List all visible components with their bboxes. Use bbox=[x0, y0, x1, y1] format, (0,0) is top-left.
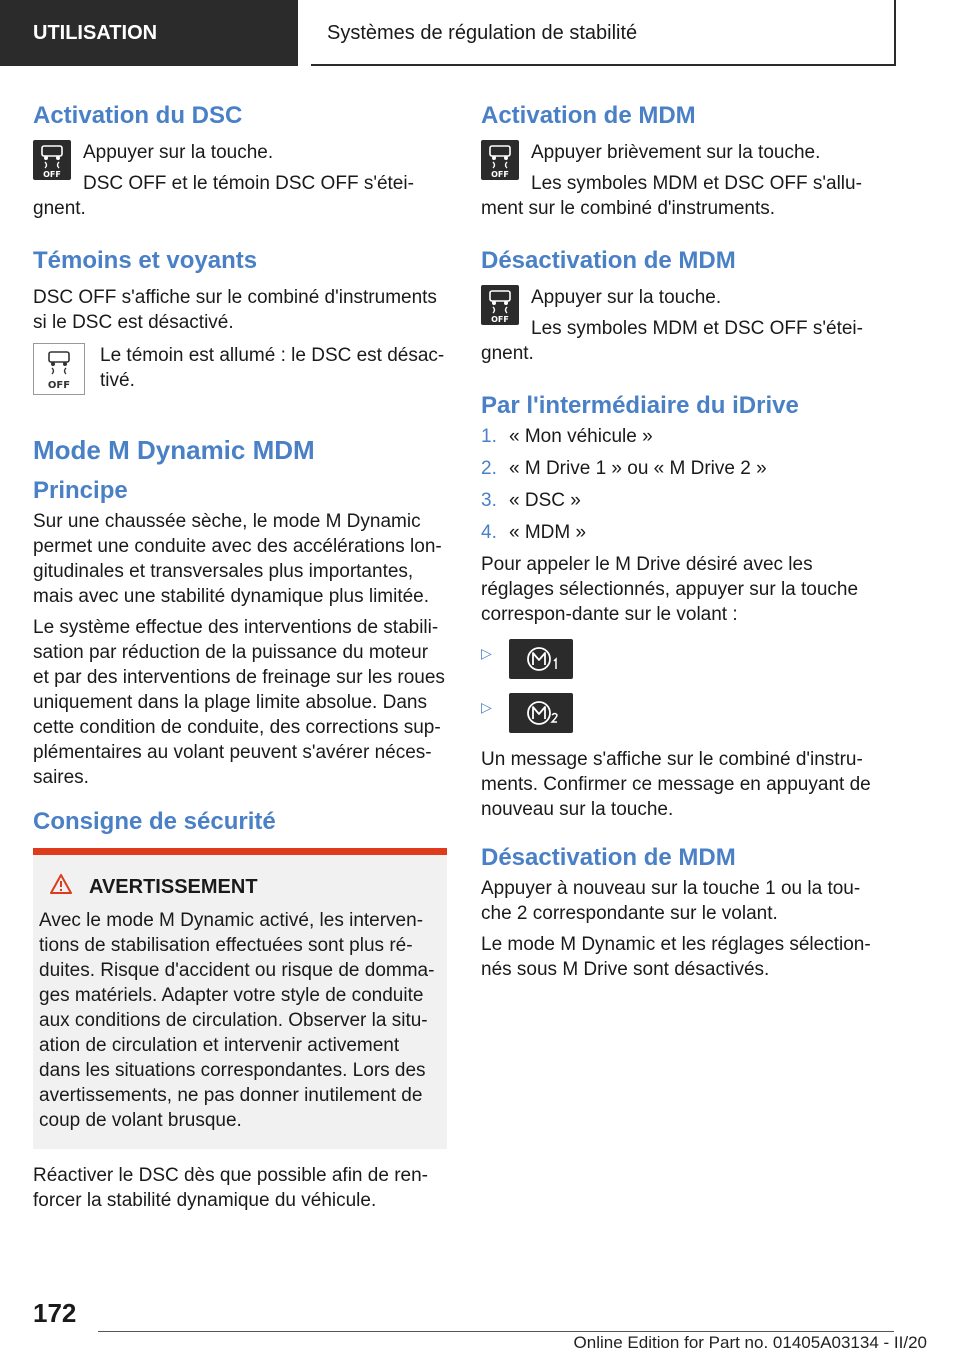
idrive-text: Pour appeler le M Drive désiré avec les réglages sélectionnés, appuyer sur la touche correspon-dante sur le volant : bbox=[481, 554, 859, 625]
step-number: 4. bbox=[481, 522, 497, 543]
left-column bbox=[33, 100, 447, 1219]
principe-paragraph-2: Le système effectue des interventions de stabili-sation par réduction de la puissance du moteur et par des interventions de freinage sur les roues uniquement dans la plage limite absolue. Dans cette condition de conduite, des corrections sup-plémentaires au volant peuvent s'avérer néces-saires. bbox=[33, 617, 445, 788]
idrive-title: Par l'intermédiaire du iDrive bbox=[481, 392, 799, 419]
temoin-block bbox=[33, 343, 447, 393]
right-column bbox=[481, 100, 887, 988]
activation-dsc-title: Activation du DSC bbox=[33, 102, 243, 129]
deactivation-mdm-title: Désactivation de MDM bbox=[481, 247, 736, 274]
activation-mdm-line2: Les symboles MDM et DSC OFF s'allu- bbox=[531, 173, 862, 194]
activation-mdm-block bbox=[481, 140, 887, 221]
m1-button-row bbox=[481, 639, 887, 679]
list-item bbox=[481, 488, 887, 513]
message-text: Un message s'affiche sur le combiné d'instru-ments. Confirmer ce message en appuyant de nouveau sur la touche. bbox=[481, 749, 871, 820]
page-header bbox=[0, 0, 960, 68]
step-number: 3. bbox=[481, 490, 497, 511]
footer-divider bbox=[98, 1331, 894, 1332]
step-number: 2. bbox=[481, 458, 497, 479]
temoin-line2: tivé. bbox=[100, 370, 135, 391]
consigne-title: Consigne de sécurité bbox=[33, 808, 276, 835]
activation-mdm-line3: ment sur le combiné d'instruments. bbox=[481, 198, 776, 219]
mode-mdm-title: Mode M Dynamic MDM bbox=[33, 435, 315, 465]
step-text: « MDM » bbox=[509, 522, 587, 543]
mdm-off-button-icon bbox=[481, 285, 519, 325]
mdm-button-icon bbox=[481, 140, 519, 180]
dsc-off-indicator-icon bbox=[33, 343, 85, 395]
temoin-line1: Le témoin est allumé : le DSC est désac- bbox=[100, 345, 445, 366]
svg-text:OFF: OFF bbox=[491, 170, 509, 179]
after-warning-text: Réactiver le DSC dès que possible afin de ren-forcer la stabilité dynamique du véhicule. bbox=[33, 1165, 428, 1211]
deactivation-mdm-2-paragraph-1: Appuyer à nouveau sur la touche 1 ou la tou-che 2 correspondante sur le volant. bbox=[481, 878, 861, 924]
warning-title: AVERTISSEMENT bbox=[89, 876, 258, 898]
step-text: « DSC » bbox=[509, 490, 581, 511]
step-text: « M Drive 1 » ou « M Drive 2 » bbox=[509, 458, 767, 479]
deactivation-mdm-2-paragraph-2: Le mode M Dynamic et les réglages sélection-nés sous M Drive sont désactivés. bbox=[481, 934, 871, 980]
header-separator bbox=[298, 0, 311, 66]
deactivation-mdm-block bbox=[481, 285, 887, 366]
bullet-triangle-icon: ▷ bbox=[481, 699, 492, 715]
warning-header bbox=[39, 873, 435, 902]
section-label: UTILISATION bbox=[0, 0, 298, 66]
bullet-triangle-icon: ▷ bbox=[481, 645, 492, 661]
m1-button-icon bbox=[509, 639, 573, 679]
deactivation-mdm-line3: gnent. bbox=[481, 343, 534, 364]
deactivation-mdm-line2: Les symboles MDM et DSC OFF s'étei- bbox=[531, 318, 863, 339]
warning-box bbox=[33, 848, 447, 1149]
m2-button-row bbox=[481, 693, 887, 733]
m2-button-icon bbox=[509, 693, 573, 733]
activation-dsc-line3: gnent. bbox=[33, 198, 86, 219]
list-item bbox=[481, 424, 887, 449]
principe-title: Principe bbox=[33, 477, 128, 504]
warning-triangle-icon bbox=[49, 873, 79, 902]
temoins-title: Témoins et voyants bbox=[33, 247, 258, 274]
page-number: 172 bbox=[33, 1298, 77, 1328]
activation-dsc-block bbox=[33, 140, 447, 221]
idrive-steps bbox=[481, 424, 887, 545]
activation-mdm-line1: Appuyer brièvement sur la touche. bbox=[531, 142, 821, 163]
activation-dsc-line2: DSC OFF et le témoin DSC OFF s'étei- bbox=[83, 173, 414, 194]
svg-text:OFF: OFF bbox=[491, 315, 509, 324]
footer-edition: Online Edition for Part no. 01405A03134 - II/20 bbox=[573, 1333, 927, 1352]
svg-text:OFF: OFF bbox=[47, 380, 71, 391]
temoins-text: DSC OFF s'affiche sur le combiné d'instruments si le DSC est désactivé. bbox=[33, 287, 437, 333]
dsc-off-button-icon bbox=[33, 140, 71, 180]
activation-mdm-title: Activation de MDM bbox=[481, 102, 696, 129]
deactivation-mdm-line1: Appuyer sur la touche. bbox=[531, 287, 722, 308]
chapter-title: Systèmes de régulation de stabilité bbox=[311, 0, 896, 66]
deactivation-mdm-2-title: Désactivation de MDM bbox=[481, 844, 736, 871]
step-number: 1. bbox=[481, 426, 497, 447]
warning-text: Avec le mode M Dynamic activé, les interven-tions de stabilisation effectuées sont plus ré-duites. Risque d'accident ou risque de domma-ges matériels. Adapter votre style de conduite aux conditions de circulation. Observer la situ-ation de circulation et intervenir activement dans les situations correspondantes. Lors des avertissements, ne pas donner inutilement de coup de volant brusque. bbox=[39, 910, 435, 1131]
principe-paragraph-1: Sur une chaussée sèche, le mode M Dynamic permet une conduite avec des accélérations lon-gitudinales et transversales plus importantes, mais avec une stabilité dynamique plus limitée. bbox=[33, 511, 442, 607]
list-item bbox=[481, 456, 887, 481]
step-text: « Mon véhicule » bbox=[509, 426, 653, 447]
activation-dsc-line1: Appuyer sur la touche. bbox=[83, 142, 274, 163]
svg-text:OFF: OFF bbox=[43, 170, 61, 179]
list-item bbox=[481, 520, 887, 545]
